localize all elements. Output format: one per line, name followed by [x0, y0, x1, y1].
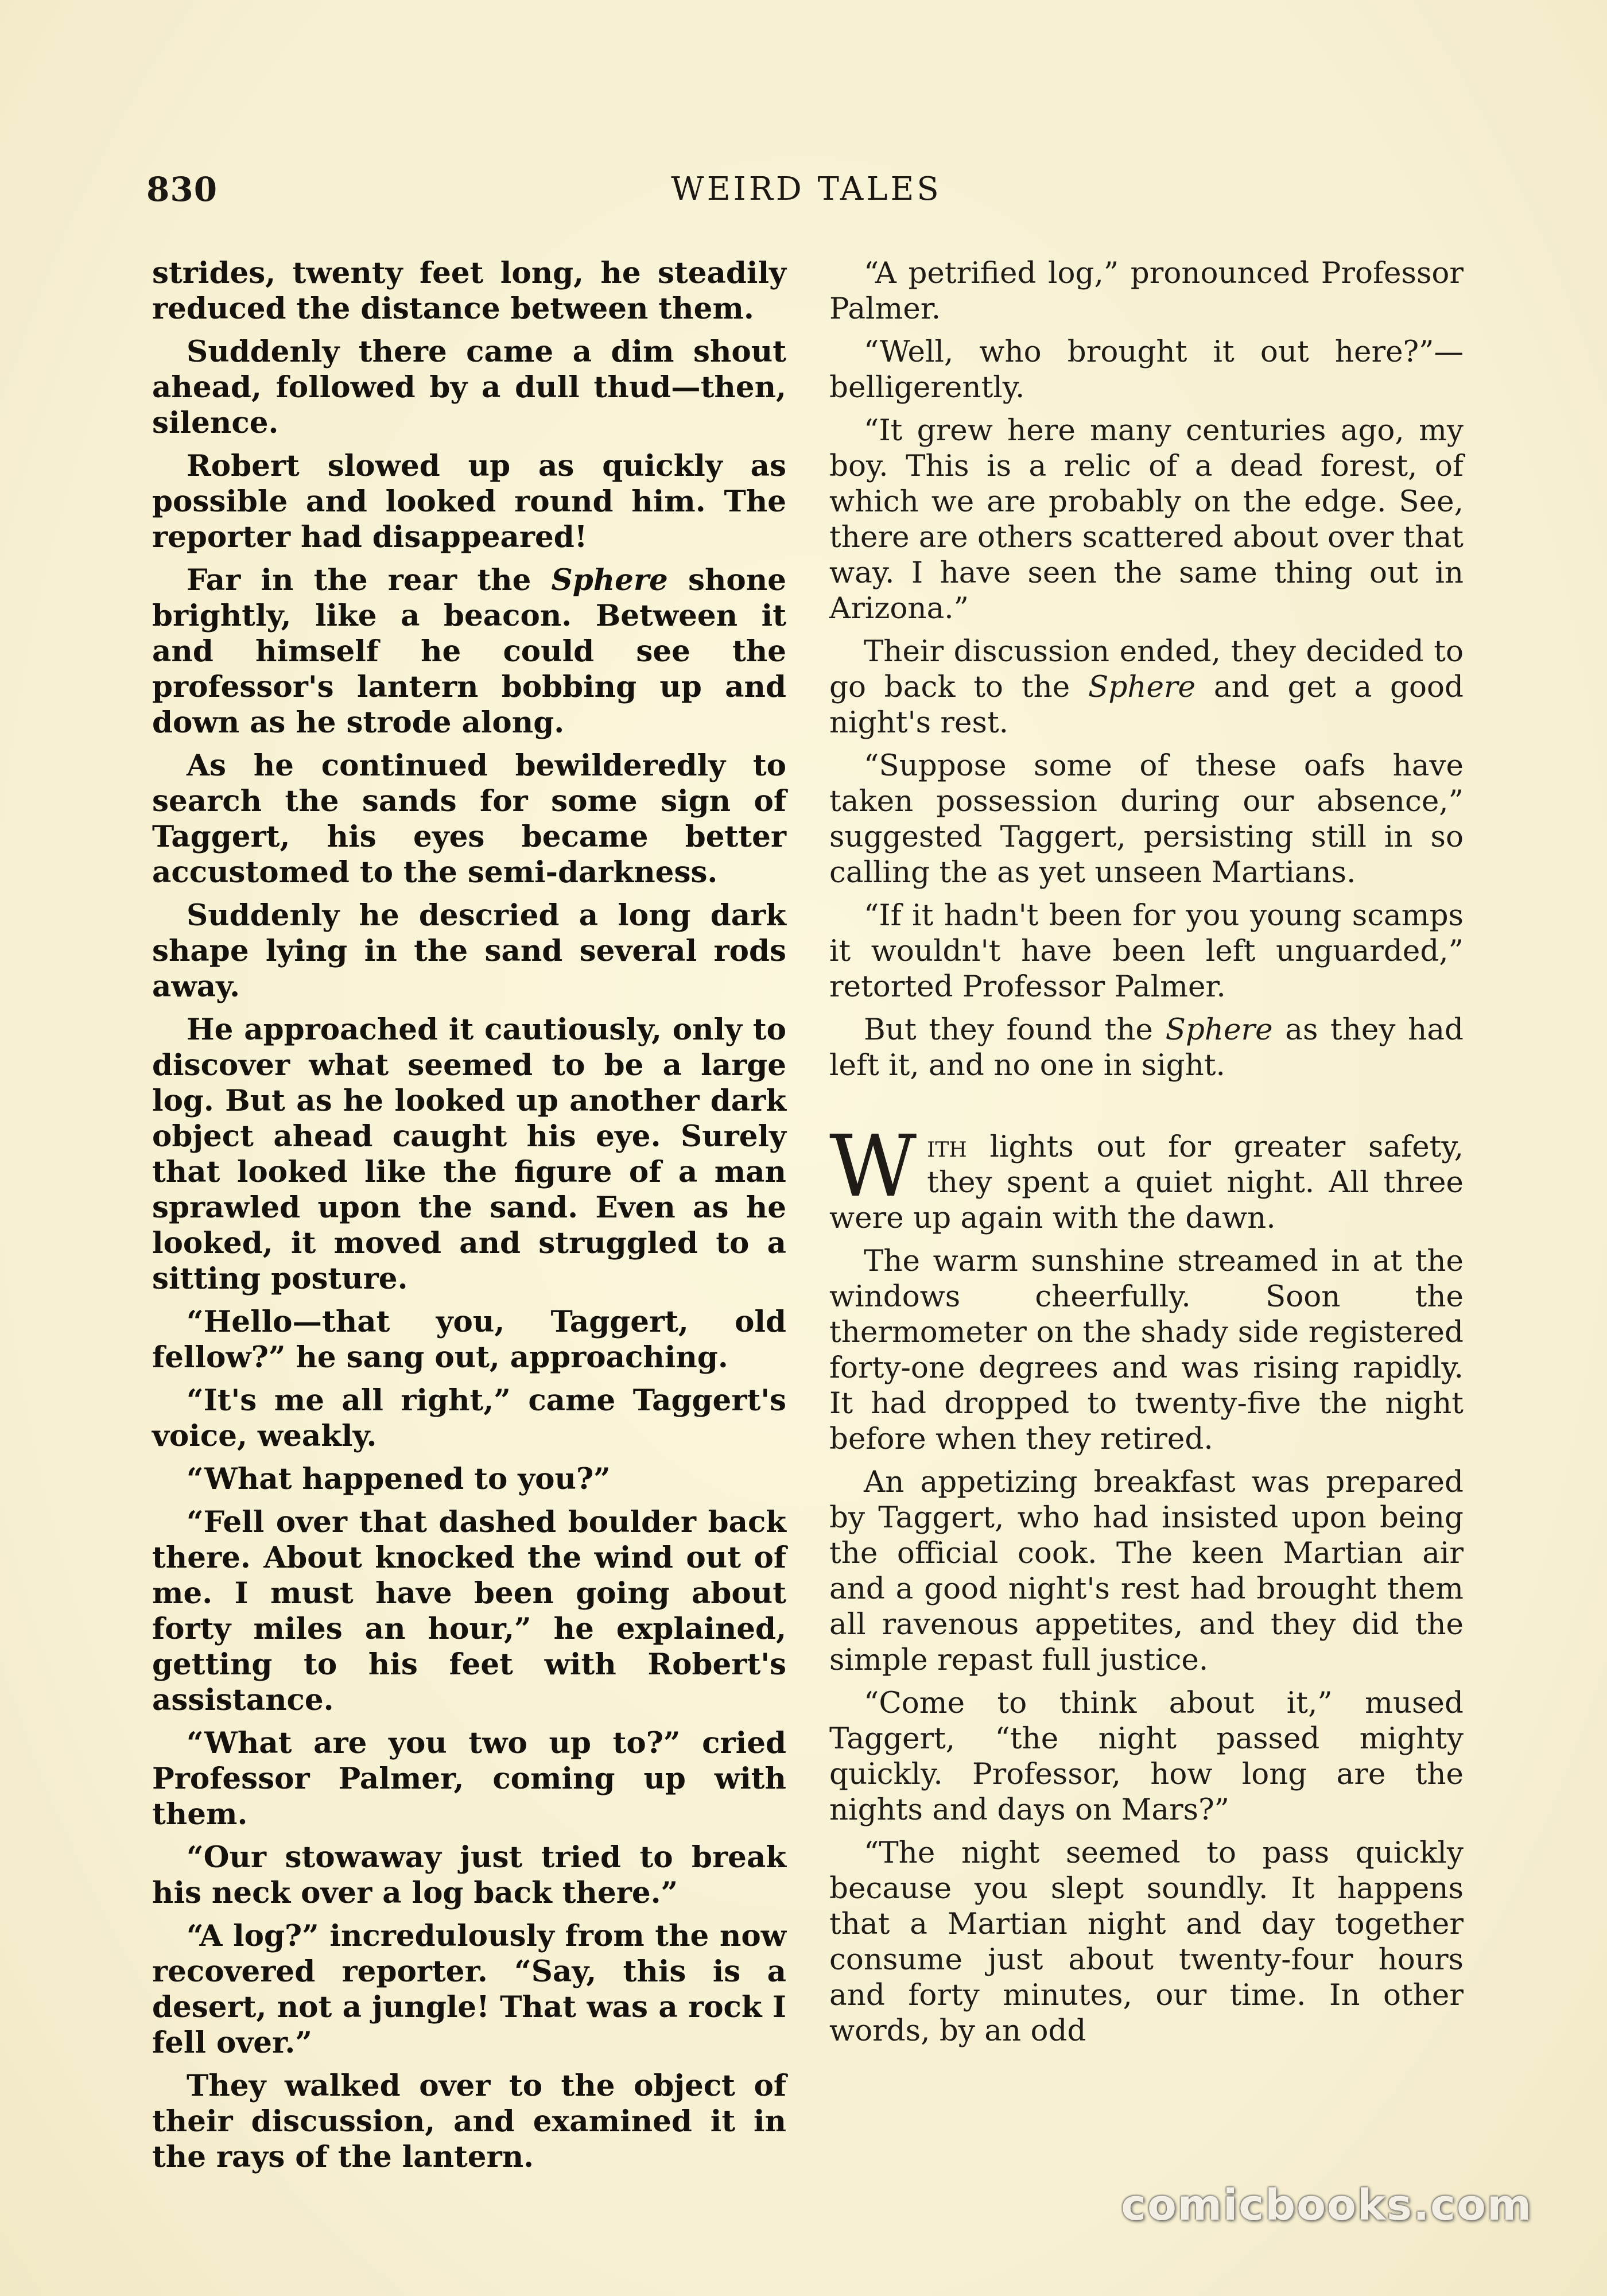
left-column: [152, 255, 786, 2182]
paragraph: “Our stowaway just tried to break his neck over a log back there.”: [152, 1840, 786, 1910]
text-run: lights out for greater safety, they spent a quiet night. All three were up again with the dawn.: [829, 1130, 1464, 1235]
text-run: Far in the rear the: [187, 563, 552, 598]
paragraph: They walked over to the object of their discussion, and examined it in the rays of the lantern.: [152, 2069, 786, 2174]
paragraph: As he continued bewilderedly to search the sands for some sign of Taggert, his eyes became better accustomed to the semi-darkness.: [152, 748, 786, 890]
paragraph: Suddenly there came a dim shout ahead, followed by a dull thud—then, silence.: [152, 335, 786, 440]
paragraph: “Hello—that you, Taggert, old fellow?” he sang out, approaching.: [152, 1305, 786, 1375]
paragraph: “Suppose some of these oafs have taken possession during our absence,” suggested Taggert, persisting still in so calling the as yet unseen Martians.: [829, 748, 1464, 890]
text-run: Their discussion ended, they decided to go back to the: [829, 634, 1464, 704]
running-head: WEIRD TALES: [671, 170, 942, 208]
paragraph: “If it hadn't been for you young scamps it wouldn't have been left unguarded,” retorted Professor Palmer.: [829, 898, 1464, 1004]
text-run: and get a good night's rest.: [829, 670, 1464, 740]
text-run: as they had left it, and no one in sight.: [829, 1013, 1464, 1083]
text-run: shone brightly, like a beacon. Between it and himself he could see the professor's lantern bobbing up and down as he strode along.: [152, 563, 786, 740]
paragraph: “It's me all right,” came Taggert's voice, weakly.: [152, 1383, 786, 1453]
paragraph: Suddenly he descried a long dark shape lying in the sand several rods away.: [152, 898, 786, 1004]
paragraph: [829, 634, 1464, 740]
drop-cap: W: [829, 1117, 917, 1216]
paragraph: “What are you two up to?” cried Professor Palmer, coming up with them.: [152, 1726, 786, 1832]
paragraph: strides, twenty feet long, he steadily reduced the distance between them.: [152, 256, 786, 326]
paragraph: The warm sunshine streamed in at the windows cheerfully. Soon the thermometer on the shady side registered forty-one degrees and was rising rapidly. It had dropped to twenty-five the night before when they retired.: [829, 1244, 1464, 1456]
small-caps-run: ith: [927, 1130, 967, 1164]
section-opening-paragraph: [829, 1117, 1464, 1236]
paragraph: “Fell over that dashed boulder back there. About knocked the wind out of me. I must have been going about forty miles an hour,” he explained, getting to his feet with Robert's assistance.: [152, 1505, 786, 1717]
italic-title: Sphere: [1165, 1013, 1273, 1047]
right-column: [829, 255, 1464, 2056]
paragraph: “A petrified log,” pronounced Professor Palmer.: [829, 256, 1464, 326]
paragraph: “The night seemed to pass quickly because you slept soundly. It happens that a Martian night and day together consume just about twenty-four hours and forty minutes, our time. In other words, by an odd: [829, 1836, 1464, 2048]
paragraph: “Well, who brought it out here?”—belligerently.: [829, 335, 1464, 405]
paragraph: “What happened to you?”: [187, 1462, 611, 1496]
text-run: But they found the: [864, 1013, 1166, 1047]
paragraph: [152, 563, 786, 740]
italic-title: Sphere: [551, 563, 668, 598]
paragraph: “A log?” incredulously from the now recovered reporter. “Say, this is a desert, not a jungle! That was a rock I fell over.”: [152, 1919, 786, 2060]
site-watermark: comicbooks.com: [1121, 2181, 1532, 2230]
paragraph: “Come to think about it,” mused Taggert, “the night passed mighty quickly. Professor, how long are the nights and days on Mars?”: [829, 1686, 1464, 1827]
paragraph: An appetizing breakfast was prepared by Taggert, who had insisted upon being the official cook. The keen Martian air and a good night's rest had brought them all ravenous appetites, and they did the simple repast full justice.: [829, 1465, 1464, 1677]
paragraph: “It grew here many centuries ago, my boy. This is a relic of a dead forest, of which we are probably on the edge. See, there are others scattered about over that way. I have seen the same thing out in Arizona.”: [829, 413, 1464, 626]
page-number: 830: [146, 170, 218, 209]
page-header: [146, 166, 1466, 212]
italic-title: Sphere: [1088, 670, 1196, 704]
paragraph: He approached it cautiously, only to discover what seemed to be a large log. But as he looked up another dark object ahead caught his eye. Surely that looked like the figure of a man sprawled upon the sand. Even as he looked, it moved and struggled to a sitting posture.: [152, 1013, 786, 1296]
paragraph: Robert slowed up as quickly as possible and looked round him. The reporter had disappeared!: [152, 449, 786, 554]
paragraph: [829, 1012, 1464, 1083]
